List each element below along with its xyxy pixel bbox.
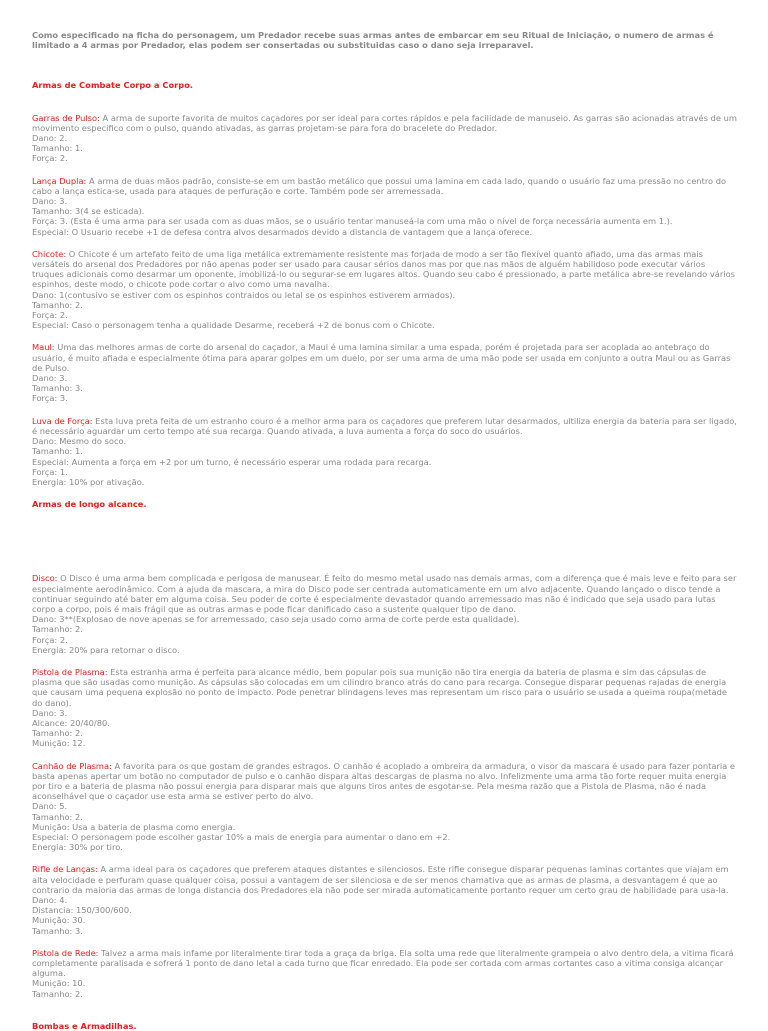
- weapon-stat: Especial: O Usuario recebe +1 de defesa contra alvos desarmados devido a distancia de vantagem que a lança oferece.: [32, 226, 533, 237]
- weapon-stat: Tamanho: 3(4 se esticada).: [32, 206, 145, 217]
- weapon-stat: Tamanho: 1.: [32, 446, 83, 457]
- weapon-stat: Alcance: 20/40/80.: [32, 717, 110, 728]
- weapon-stat: Tamanho: 1.: [32, 143, 83, 154]
- weapon-stat: Dano: 3**(Explosao de nove apenas se for arremessado, caso seja usado como arma de corte perde esta qualidade).: [32, 614, 520, 625]
- weapon-entry-disco: [32, 573, 738, 655]
- weapon-name: Pistola de Plasma:: [32, 666, 108, 677]
- weapon-name: Rifle de Lanças:: [32, 864, 98, 875]
- weapon-stat: Especial: Caso o personagem tenha a qualidade Desarme, receberá +2 de bonus com o Chicote.: [32, 320, 435, 331]
- weapon-description: A favorita para os que gostam de grandes estragos. O canhão é acoplado a ombreira da armadura, o visor da mascara é usado para fazer pontaria e basta apenas apertar um botão no computador de pulso e o canhão dispara altas descargas de plasma no alvo. Infelizmente uma arma tão forte requer muita energia por tiro e a bateria de plasma não possui energia para disparar mais que alguns tiros antes de esgotar-se. Pela mesma razão que a Pistola de Plasma, não é nada aconselhável que o caçador use esta arma se estiver perto do alvo.: [32, 760, 735, 802]
- weapon-entry-pistola-de-plasma: [32, 667, 738, 749]
- weapon-stat: Força: 1.: [32, 466, 68, 477]
- weapon-stat: Energia: 30% por tiro.: [32, 842, 123, 853]
- weapon-description: O Disco é uma arma bem complicada e perigosa de manusear. É feito do mesmo metal usado nas demais armas, com a diferença que é mais leve e feito para ser especialmente aerodinâmico. Com a ajuda da mascara, a mira do Disco pode ser centrada automaticamente em um alvo adjacente. Quando lançado o disco tende a continuar seguindo até bater em alguma coisa. Seu poder de corte é especialmente devastador quando arremessado mas não é indicado que seja usado para lutas corpo a corpo, pois é mais frágil que as outras armas e pode ficar danificado caso a sustente qualquer tipo de dano.: [32, 573, 737, 614]
- weapon-name: Lança Dupla:: [32, 175, 87, 186]
- weapon-stat: Munição: 30.: [32, 915, 86, 926]
- weapon-entry-luva-de-forca: [32, 416, 738, 487]
- intro-paragraph: Como especificado na ficha do personagem, um Predador recebe suas armas antes de embarcar em seu Ritual de Iniciação, o numero de armas é limitado a 4 armas por Predador, elas podem ser consertadas ou substituidas caso o dano seja irreparavel.: [32, 30, 714, 51]
- weapon-stat: Munição: 10.: [32, 978, 86, 989]
- weapon-stat: Energia: 10% por ativação.: [32, 476, 145, 487]
- weapon-stat: Dano: Mesmo do soco.: [32, 436, 127, 447]
- weapon-description: A arma de suporte favorita de muitos caçadores por ser ideal para cortes rápidos e pela facilidade de manuseio. As garras são acionadas através de um movimento especifico com o pulso, quando ativadas, as garras projetam-se para fora do bracelete do Predador.: [32, 112, 737, 133]
- weapon-name: Garras de Pulso:: [32, 112, 100, 123]
- weapon-name: Maul:: [32, 342, 55, 353]
- weapon-stat: Dano: 3.: [32, 196, 68, 207]
- weapon-entry-maul: [32, 342, 738, 403]
- weapon-stat: Tamanho: 2.: [32, 811, 83, 822]
- weapon-stat: Munição: 12.: [32, 738, 86, 749]
- weapon-stat: Força: 3.: [32, 393, 68, 404]
- weapon-entry-pistola-de-rede: [32, 948, 738, 999]
- weapon-stat: Dano: 4.: [32, 895, 68, 905]
- section-title-bombs: Bombas e Armadilhas.: [32, 1020, 137, 1031]
- weapon-stat: Tamanho: 3.: [32, 925, 83, 936]
- weapon-stat: Energia: 20% para retornar o disco.: [32, 644, 180, 655]
- weapon-stat: Força: 2.: [32, 310, 68, 321]
- weapon-stat: Munição: Usa a bateria de plasma como energia.: [32, 821, 236, 832]
- weapon-stat: Dano: 2.: [32, 133, 68, 144]
- weapon-entry-canhao-de-plasma: [32, 761, 738, 853]
- weapon-name: Canhão de Plasma:: [32, 760, 112, 771]
- weapon-stat: Força: 2.: [32, 153, 68, 164]
- weapon-description: O Chicote é um artefato feito de uma liga metálica extremamente resistente mas forjada de modo a ser tão flexível quanto afiado, uma das armas mais versáteis do arsenal dos Predadores por não apenas poder ser usado para causar sérios danos mas por que nas mãos de alguém habilidoso pode executar vários truques adicionais como desarmar um oponente, imobilizá-lo ou segurar-se em lugares altos. Quando seu cabo é pressionado, a parte metálica abre-se revelando vários espinhos, deste modo, o chicote pode cortar o alvo como uma navalha.: [32, 248, 735, 290]
- weapon-stat: Especial: O personagem pode escolher gastar 10% a mais de energia para aumentar o dano em +2.: [32, 831, 451, 842]
- weapon-stat: Tamanho: 2.: [32, 728, 83, 739]
- weapon-stat: Distancia: 150/300/600.: [32, 905, 132, 916]
- weapon-stat: Tamanho: 2.: [32, 624, 83, 635]
- weapon-stat: Força: 2.: [32, 634, 68, 645]
- weapon-name: Disco:: [32, 573, 58, 584]
- weapon-description: Uma das melhores armas de corte do arsenal do caçador, a Maul é uma lamina similar a uma espada, porém é projetada para ser acoplada ao antebraço do usuário, é muito afiada e especialmente ótima para aparar golpes em um duelo, por ser uma arma de uma mão pode ser usada em conjunto a outra Maul ou as Garras de Pulso.: [32, 342, 731, 373]
- weapon-stat: Tamanho: 2.: [32, 299, 83, 310]
- weapon-stat: Tamanho: 3.: [32, 383, 83, 394]
- weapon-stat: Tamanho: 2.: [32, 988, 83, 999]
- section-title-melee: Armas de Combate Corpo a Corpo.: [32, 80, 194, 91]
- weapon-description: Esta estranha arma é perfeita para alcance médio, bem popular pois sua munição não tira energia da bateria de plasma e sim das cápsulas de plasma que são usadas como munição. As cápsulas são colocadas em um cilindro branco atrás do cano para recarga. Consegue disparar pequenas rajadas de energia que causam uma pequena explosão no ponto de impacto. Pode penetrar blindagens leves mas representam um risco para o usuário se usada a queima roupa(metade do dano).: [32, 666, 727, 708]
- weapon-stat: Dano: 5.: [32, 801, 68, 812]
- weapon-description: Talvez a arma mais infame por literalmente tirar toda a graça da briga. Ela solta uma rede que literalmente grampeia o alvo dentro dela, a vitima ficará completamente paralisada e sofrerá 1 ponto de dano letal a cada turno que ficar enredado. Ela pode ser cortada com armas cortantes caso a vitima consiga alcançar alguma.: [32, 947, 734, 979]
- weapon-entry-rifle-de-lancas: [32, 864, 738, 935]
- weapon-stat: Dano: 3.: [32, 707, 68, 718]
- weapon-stat: Dano: 3.: [32, 373, 68, 384]
- weapon-entry-garras: [32, 113, 738, 164]
- weapon-description: Esta luva preta feita de um estranho couro é a melhor arma para os caçadores que preferem lutar desarmados, ultiliza energia da bateria para ser ligado, é necessário aguardar um certo tempo até sua recarga. Quando ativada, a luva aumenta a força do soco do usuários.: [32, 415, 737, 436]
- weapon-stat: Especial: Aumenta a força em +2 por um turno, é necessário esperar uma rodada para recarga.: [32, 456, 432, 467]
- weapon-description: A arma de duas mãos padrão, consiste-se em um bastão metálico que possui uma lamina em cada lado, quando o usuário faz uma pressão no centro do cabo a lança estica-se, usada para ataques de perfuração e corte. Também pode ser arremessada.: [32, 175, 727, 196]
- weapon-name: Pistola de Rede:: [32, 947, 99, 958]
- weapon-entry-chicote: [32, 249, 738, 331]
- weapon-stat: Dano: 1(contusivo se estiver com os espinhos contraidos ou letal se os espinhos estiverem armados).: [32, 289, 456, 300]
- weapon-description: A arma ideal para os caçadores que preferem ataques distantes e silenciosos. Este rifle consegue disparar pequenas laminas cortantes que viajam em alta velocidade e perfuram quase qualquer coisa, possui a vantagem de ser silenciosa e de ser menos chamativa que as armas de plasma, a desvantagem é que ao contrario da maioria das armas de longa distancia dos Predadores ela não pode ser mirada automaticamente portanto requer um certo grau de habilidade para usa-la.: [32, 864, 729, 895]
- weapon-stat: Força: 3. (Esta é uma arma para ser usada com as duas mãos, se o usuário tentar manuseá-la com uma mão o nível de força necessária aumenta em 1.).: [32, 216, 673, 227]
- weapon-name: Luva de Força:: [32, 415, 93, 426]
- section-title-ranged: Armas de longo alcance.: [32, 499, 147, 510]
- weapon-entry-lanca-dupla: [32, 176, 738, 237]
- weapon-name: Chicote:: [32, 248, 67, 259]
